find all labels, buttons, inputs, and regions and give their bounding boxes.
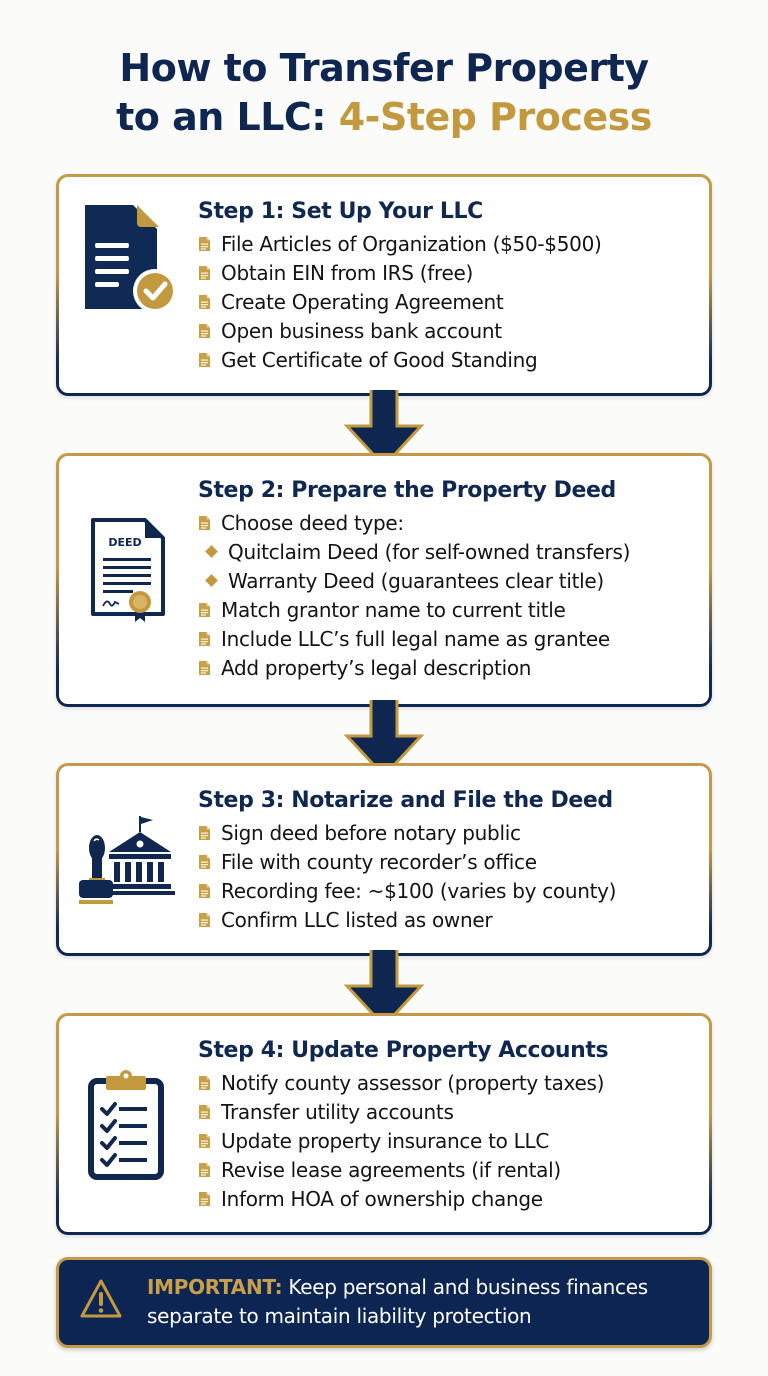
- document-bullet-icon: [198, 265, 211, 281]
- list-item: Recording fee: ~$100 (varies by county): [198, 876, 699, 905]
- title-line-1: How to Transfer Property: [119, 46, 649, 90]
- list-item: Update property insurance to LLC: [198, 1126, 699, 1155]
- step-4-title: Step 4: Update Property Accounts: [198, 1038, 609, 1063]
- sub-list-item: Warranty Deed (guarantees clear title): [198, 566, 699, 595]
- list-item: Confirm LLC listed as owner: [198, 905, 699, 934]
- list-item: Match grantor name to current title: [198, 595, 699, 624]
- list-item: File with county recorder’s office: [198, 847, 699, 876]
- document-bullet-icon: [198, 294, 211, 310]
- step-3-title: Step 3: Notarize and File the Deed: [198, 788, 613, 813]
- document-bullet-icon: [198, 825, 211, 841]
- deed-certificate-icon: [89, 516, 169, 624]
- document-bullet-icon: [198, 1104, 211, 1120]
- step-1-title: Step 1: Set Up Your LLC: [198, 199, 483, 224]
- document-bullet-icon: [198, 1133, 211, 1149]
- document-bullet-icon: [198, 602, 211, 618]
- stamp-courthouse-icon: [79, 814, 183, 906]
- step-2-card: [56, 453, 712, 707]
- list-item: Create Operating Agreement: [198, 287, 699, 316]
- list-item: Get Certificate of Good Standing: [198, 345, 699, 374]
- document-bullet-icon: [198, 912, 211, 928]
- document-bullet-icon: [198, 352, 211, 368]
- deed-label: DEED: [108, 536, 142, 549]
- document-bullet-icon: [198, 236, 211, 252]
- step-4-card: [56, 1013, 712, 1235]
- title-line-2-prefix: to an LLC:: [116, 95, 339, 139]
- document-bullet-icon: [198, 1075, 211, 1091]
- step-3-card: [56, 763, 712, 956]
- document-bullet-icon: [198, 631, 211, 647]
- list-item: Include LLC’s full legal name as grantee: [198, 624, 699, 653]
- step-2-body: [198, 476, 699, 682]
- list-item: Choose deed type:: [198, 508, 699, 537]
- list-item: Obtain EIN from IRS (free): [198, 258, 699, 287]
- document-bullet-icon: [198, 854, 211, 870]
- document-bullet-icon: [198, 323, 211, 339]
- step-1-card: [56, 174, 712, 396]
- step-2-title: Step 2: Prepare the Property Deed: [198, 478, 616, 503]
- warning-icon: [79, 1278, 123, 1320]
- callout-label: IMPORTANT:: [147, 1275, 283, 1299]
- document-check-icon: [81, 203, 181, 315]
- list-item: Inform HOA of ownership change: [198, 1184, 699, 1213]
- document-bullet-icon: [198, 1191, 211, 1207]
- sub-list-item: Quitclaim Deed (for self-owned transfers): [198, 537, 699, 566]
- clipboard-checklist-icon: [88, 1069, 166, 1181]
- step-3-body: [198, 786, 699, 934]
- step-1-body: [198, 197, 699, 374]
- list-item: Open business bank account: [198, 316, 699, 345]
- page-title: [0, 44, 768, 142]
- title-line-2-accent: 4-Step Process: [338, 95, 652, 139]
- list-item: Transfer utility accounts: [198, 1097, 699, 1126]
- important-callout: [56, 1257, 712, 1348]
- list-item: File Articles of Organization ($50-$500): [198, 229, 699, 258]
- document-bullet-icon: [198, 660, 211, 676]
- diamond-bullet-icon: [205, 574, 218, 587]
- callout-text: [147, 1273, 695, 1331]
- step-4-body: [198, 1036, 699, 1213]
- list-item: Revise lease agreements (if rental): [198, 1155, 699, 1184]
- callout-message: Keep personal and business finances separate to maintain liability protection: [147, 1275, 648, 1328]
- list-item: Sign deed before notary public: [198, 818, 699, 847]
- list-item: Add property’s legal description: [198, 653, 699, 682]
- list-item: Notify county assessor (property taxes): [198, 1068, 699, 1097]
- document-bullet-icon: [198, 1162, 211, 1178]
- document-bullet-icon: [198, 515, 211, 531]
- diamond-bullet-icon: [205, 545, 218, 558]
- document-bullet-icon: [198, 883, 211, 899]
